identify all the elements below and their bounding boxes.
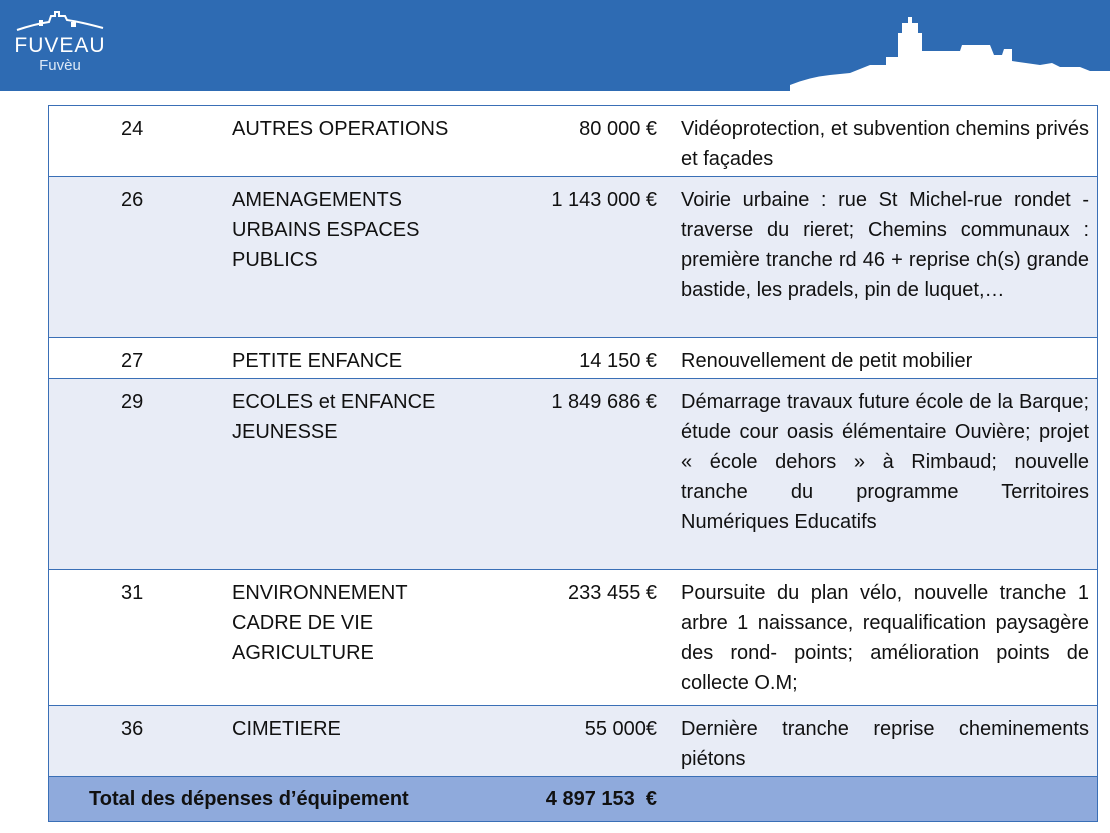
table-row: [49, 570, 1097, 706]
village-skyline-icon: [15, 10, 105, 32]
chapter-description: Poursuite du plan vélo, nouvelle tranche 1 arbre 1 naissance, requalification paysagère des rond- points; amélioration points de collecte O.M;: [681, 582, 1089, 694]
table-row: [49, 106, 1097, 177]
chapter-number: 29: [121, 391, 144, 413]
chapter-number: 27: [121, 350, 144, 372]
chapter-number: 26: [121, 189, 144, 211]
chapter-description: Dernière tranche reprise cheminements piétons: [681, 718, 1089, 770]
fuveau-logo: [10, 10, 110, 85]
table-row: [49, 338, 1097, 379]
chapter-label: AUTRES OPERATIONS: [232, 118, 449, 140]
chapter-amount: 1 849 686 €: [551, 391, 657, 413]
chapter-amount: 1 143 000 €: [551, 189, 657, 211]
chapter-label: ECOLES et ENFANCE JEUNESSE: [232, 391, 436, 443]
chapter-label: AMENAGEMENTS URBAINS ESPACES PUBLICS: [232, 189, 420, 271]
budget-table: [48, 105, 1098, 822]
chapter-number: 36: [121, 718, 144, 740]
total-amount: 4 897 153 €: [545, 788, 657, 810]
total-row: [49, 777, 1097, 821]
table-row: [49, 706, 1097, 777]
chapter-amount: 233 455 €: [568, 582, 657, 604]
chapter-description: Démarrage travaux future école de la Barque; étude cour oasis élémentaire Ouvière; projet « école dehors » à Rimbaud; nouvelle tranche du programme Territoires Numériques Educatifs: [681, 391, 1089, 533]
chapter-description: Vidéoprotection, et subvention chemins privés et façades: [681, 118, 1089, 170]
chapter-number: 31: [121, 582, 144, 604]
logo-title: FUVEAU: [14, 34, 106, 57]
chapter-description: Voirie urbaine : rue St Michel-rue rondet - traverse du rieret; Chemins communaux : première tranche rd 46 + reprise ch(s) grande bastide, les pradels, pin de luquet,…: [681, 189, 1089, 301]
table-row: [49, 379, 1097, 570]
chapter-number: 24: [121, 118, 144, 140]
header-banner: [0, 0, 1110, 91]
village-silhouette-icon: [790, 11, 1110, 91]
chapter-amount: 55 000€: [584, 718, 657, 740]
table-row: [49, 177, 1097, 338]
chapter-amount: 80 000 €: [579, 118, 657, 140]
chapter-label: PETITE ENFANCE: [232, 350, 403, 372]
chapter-amount: 14 150 €: [579, 350, 657, 372]
chapter-label: CIMETIERE: [232, 718, 341, 740]
chapter-description: Renouvellement de petit mobilier: [681, 350, 973, 372]
chapter-label: ENVIRONNEMENT CADRE DE VIE AGRICULTURE: [232, 582, 408, 664]
logo-subtitle: Fuvèu: [39, 57, 81, 74]
total-label: Total des dépenses d’équipement: [89, 788, 409, 810]
